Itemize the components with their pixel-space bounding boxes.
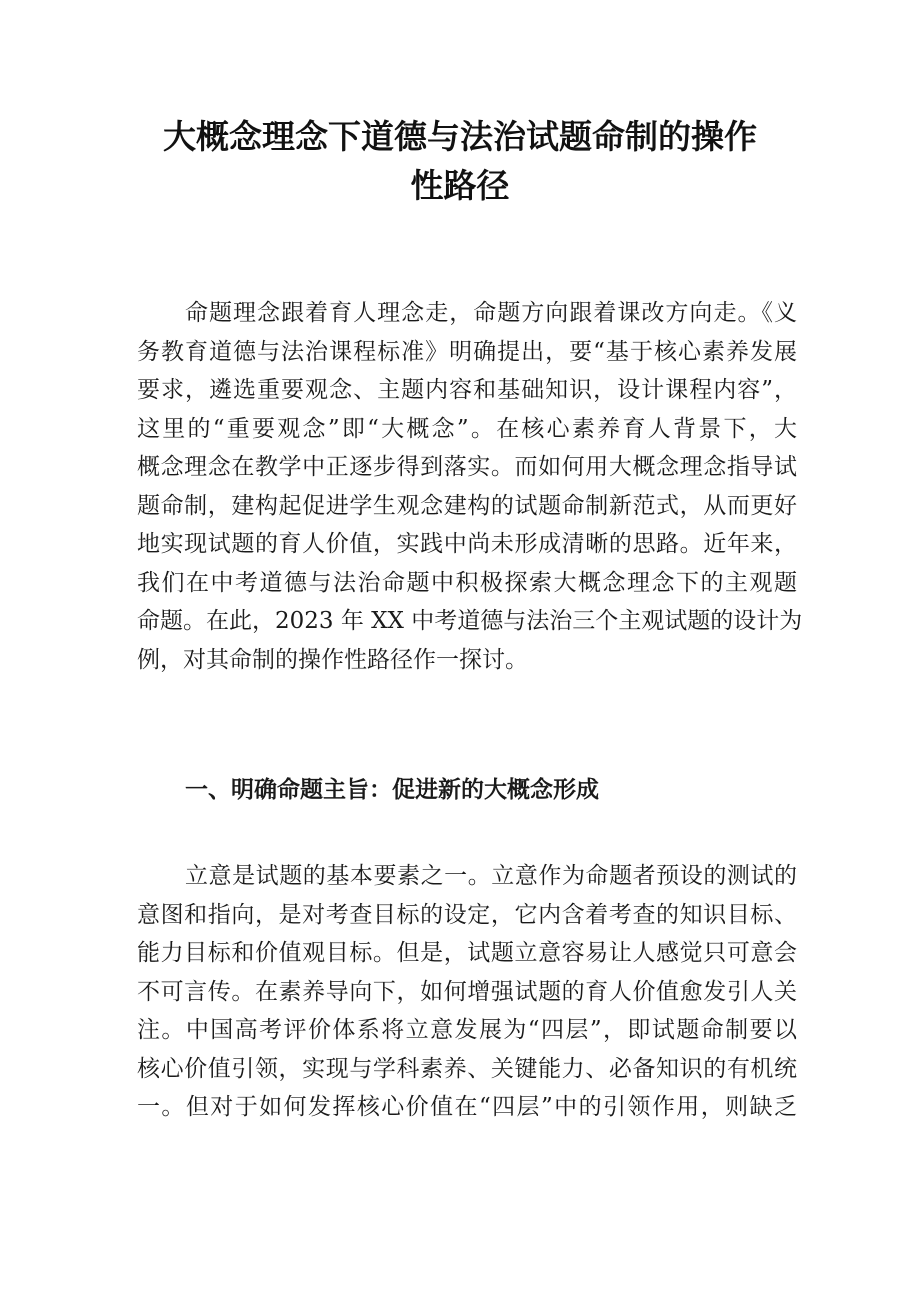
paragraph-line: 一。但对于如何发挥核心价值在“四层”中的引领作用，则缺乏 [137, 1094, 797, 1120]
paragraph-line: 能力目标和价值观目标。但是，试题立意容易让人感觉只可意会 [137, 940, 797, 966]
paragraph-line: 不可言传。在素养导向下，如何增强试题的育人价值愈发引人关 [137, 978, 797, 1005]
paragraph-line: 核心价值引领，实现与学科素养、关键能力、必备知识的有机统 [137, 1055, 797, 1082]
paragraph-line: 概念理念在教学中正逐步得到落实。而如何用大概念理念指导试 [137, 454, 797, 480]
paragraph-line: 命题理念跟着育人理念走，命题方向跟着课改方向走。《义 [185, 300, 797, 326]
paragraph-line: 题命制，建构起促进学生观念建构的试题命制新范式，从而更好 [137, 492, 797, 519]
paragraph-line: 我们在中考道德与法治命题中积极探索大概念理念下的主观题 [137, 569, 797, 596]
document-title-line-2: 性路径 [410, 166, 510, 205]
document-title-line-1: 大概念理念下道德与法治试题命制的操作 [163, 117, 757, 156]
paragraph-line: 要求，遴选重要观念、主题内容和基础知识，设计课程内容”， [137, 377, 797, 403]
section-1-paragraph [137, 857, 797, 1127]
paragraph-line: 注。中国高考评价体系将立意发展为“四层”，即试题命制要以 [137, 1017, 797, 1043]
paragraph-line: 立意是试题的基本要素之一。立意作为命题者预设的测试的 [185, 863, 797, 889]
section-heading: 一、明确命题主旨：促进新的大概念形成 [185, 776, 599, 803]
paragraph-line: 例，对其命制的操作性路径作一探讨。 [137, 646, 528, 673]
intro-paragraph [137, 294, 803, 679]
paragraph-line: 这里的“重要观念”即“大概念”。在核心素养育人背景下，大 [137, 415, 797, 442]
paragraph-line: 务教育道德与法治课程标准》明确提出，要“基于核心素养发展 [137, 338, 797, 365]
paragraph-line: 地实现试题的育人价值，实践中尚未形成清晰的思路。近年来， [137, 531, 797, 557]
paragraph-line: 命题。在此，2023 年 XX 中考道德与法治三个主观试题的设计为 [137, 608, 803, 634]
paragraph-line: 意图和指向，是对考查目标的设定，它内含着考查的知识目标、 [137, 901, 797, 928]
